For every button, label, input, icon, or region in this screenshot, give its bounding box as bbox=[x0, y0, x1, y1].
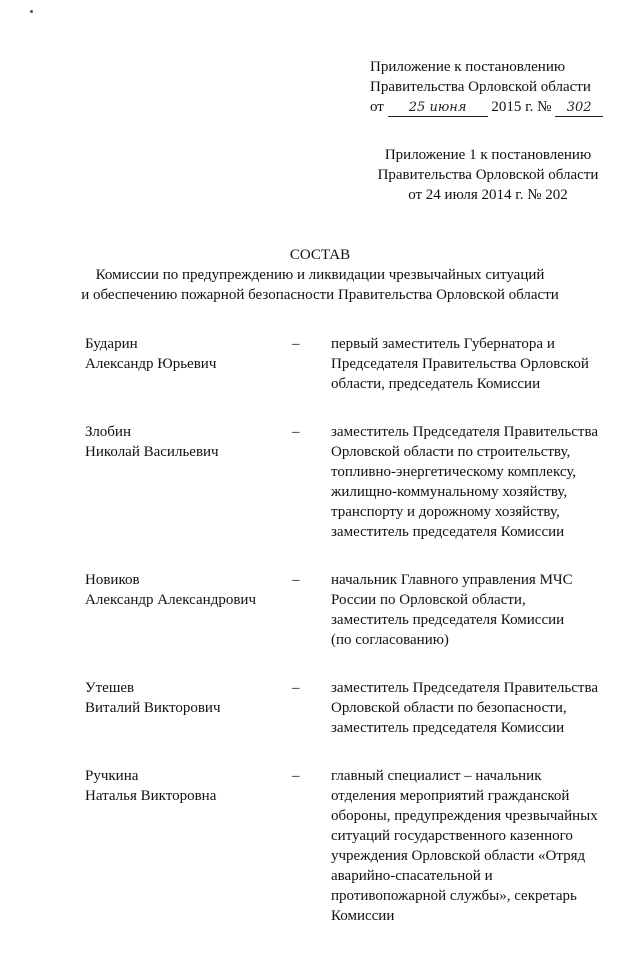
member-role bbox=[331, 422, 605, 542]
role-line: транспорту и дорожному хозяйству, bbox=[331, 504, 560, 520]
dash-separator: – bbox=[292, 680, 300, 696]
member-name bbox=[85, 422, 285, 462]
header-line: Правительства Орловской области bbox=[370, 79, 591, 95]
member-entry bbox=[85, 678, 605, 738]
header-prefix: от bbox=[370, 99, 384, 115]
role-line: заместитель председателя Комиссии bbox=[331, 524, 565, 540]
role-line: учреждения Орловской области «Отряд bbox=[331, 848, 586, 864]
role-line: Председателя Правительства Орловской bbox=[331, 356, 589, 372]
member-given-name: Виталий Викторович bbox=[85, 700, 221, 716]
title-heading: СОСТАВ bbox=[289, 247, 351, 263]
member-surname: Утешев bbox=[85, 680, 135, 696]
role-line: обороны, предупреждения чрезвычайных bbox=[331, 808, 598, 824]
member-role bbox=[331, 334, 605, 394]
appendix-header-previous bbox=[369, 145, 607, 205]
member-name bbox=[85, 678, 285, 718]
member-surname: Новиков bbox=[85, 572, 140, 588]
document-title bbox=[60, 245, 580, 305]
member-role bbox=[331, 766, 605, 926]
role-line: заместитель председателя Комиссии bbox=[331, 612, 565, 628]
member-surname: Злобин bbox=[85, 424, 131, 440]
member-entry bbox=[85, 334, 605, 394]
role-line: Орловской области по строительству, bbox=[331, 444, 571, 460]
member-surname: Бударин bbox=[85, 336, 138, 352]
role-line: заместитель Председателя Правительства bbox=[331, 424, 599, 440]
role-line: области, председатель Комиссии bbox=[331, 376, 541, 392]
member-role bbox=[331, 570, 605, 650]
role-line: аварийно-спасательной и bbox=[331, 868, 493, 884]
scan-speck bbox=[30, 10, 33, 13]
role-line: начальник Главного управления МЧС bbox=[331, 572, 573, 588]
member-surname: Ручкина bbox=[85, 768, 139, 784]
header-line: Правительства Орловской области bbox=[377, 167, 599, 183]
role-line: заместитель Председателя Правительства bbox=[331, 680, 599, 696]
title-line: и обеспечению пожарной безопасности Правительства Орловской области bbox=[81, 287, 559, 303]
role-line: жилищно-коммунальному хозяйству, bbox=[331, 484, 568, 500]
member-name bbox=[85, 334, 285, 374]
header-year-label: 2015 г. № bbox=[491, 99, 552, 115]
header-line: Приложение к постановлению bbox=[370, 59, 566, 75]
role-line: топливно-энергетическому комплексу, bbox=[331, 464, 577, 480]
dash-separator: – bbox=[292, 336, 300, 352]
dash-separator: – bbox=[292, 768, 300, 784]
role-line: России по Орловской области, bbox=[331, 592, 526, 608]
role-line: противопожарной службы», секретарь bbox=[331, 888, 577, 904]
appendix-header-current bbox=[370, 57, 603, 117]
title-line: Комиссии по предупреждению и ликвидации чрезвычайных ситуаций bbox=[95, 267, 545, 283]
member-entry bbox=[85, 766, 605, 926]
role-line: первый заместитель Губернатора и bbox=[331, 336, 555, 352]
member-entry bbox=[85, 422, 605, 542]
handwritten-date: 25 июня bbox=[388, 100, 488, 117]
role-line: Комиссии bbox=[331, 908, 395, 924]
member-entry bbox=[85, 570, 605, 650]
member-given-name: Наталья Викторовна bbox=[85, 788, 217, 804]
member-name bbox=[85, 570, 285, 610]
header-date-line bbox=[370, 97, 603, 117]
role-line: главный специалист – начальник bbox=[331, 768, 542, 784]
role-line: отделения мероприятий гражданской bbox=[331, 788, 570, 804]
role-line: (по согласованию) bbox=[331, 632, 449, 648]
member-role bbox=[331, 678, 605, 738]
member-given-name: Александр Александрович bbox=[85, 592, 256, 608]
role-line: заместитель председателя Комиссии bbox=[331, 720, 565, 736]
member-given-name: Николай Васильевич bbox=[85, 444, 219, 460]
handwritten-number: 302 bbox=[555, 100, 603, 117]
role-line: ситуаций государственного казенного bbox=[331, 828, 573, 844]
members-list bbox=[85, 334, 605, 954]
header-line: Приложение 1 к постановлению bbox=[384, 147, 592, 163]
member-name bbox=[85, 766, 285, 806]
dash-separator: – bbox=[292, 572, 300, 588]
role-line: Орловской области по безопасности, bbox=[331, 700, 567, 716]
member-given-name: Александр Юрьевич bbox=[85, 356, 217, 372]
dash-separator: – bbox=[292, 424, 300, 440]
header-line: от 24 июля 2014 г. № 202 bbox=[408, 187, 568, 203]
